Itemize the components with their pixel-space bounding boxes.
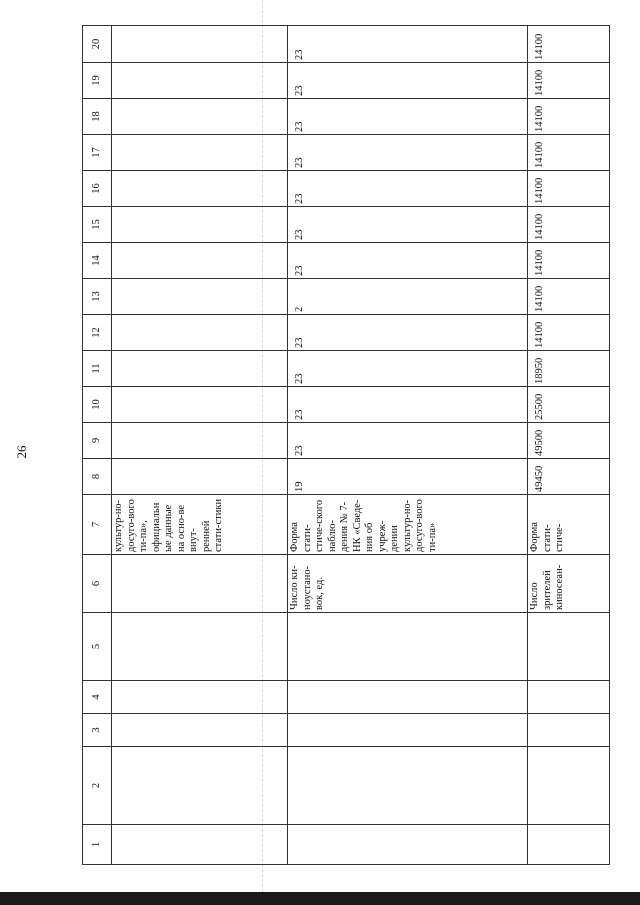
value-cell: 14100 [528,207,610,243]
value-cell: 2 [288,279,528,315]
table-row [288,26,528,865]
value-cell [112,243,288,279]
value-cell: 14100 [528,63,610,99]
header-cell: 13 [83,279,112,315]
table-cell [288,714,528,747]
table-cell [112,825,288,865]
indicator-cell: Число зрителей киносеан- [528,555,610,613]
value-cell: 23 [288,387,528,423]
header-cell: 1 [83,825,112,865]
value-cell: 14100 [528,279,610,315]
header-cell: 15 [83,207,112,243]
header-cell: 2 [83,747,112,825]
value-cell: 23 [288,171,528,207]
value-cell [112,63,288,99]
value-cell: 14100 [528,243,610,279]
value-cell: 23 [288,135,528,171]
value-cell: 25500 [528,387,610,423]
header-cell: 8 [83,459,112,495]
value-cell: 14100 [528,99,610,135]
table-cell [112,714,288,747]
source-cell: Форма стати-стиче-ского наблю-дения № 7-НК «Сведе-ния об учреж-дении культур-но-досуго-вого ти-па» [288,495,528,555]
header-cell: 14 [83,243,112,279]
value-cell: 23 [288,99,528,135]
header-cell: 3 [83,714,112,747]
table-row [112,26,288,865]
value-cell: 23 [288,26,528,63]
header-cell: 12 [83,315,112,351]
table-cell [112,681,288,714]
value-cell [112,351,288,387]
indicator-table [82,25,610,865]
value-cell: 14100 [528,171,610,207]
table-cell [288,681,528,714]
value-cell: 49450 [528,459,610,495]
value-cell [112,99,288,135]
indicator-cell: Число ки-ноустано-вок, ед. [288,555,528,613]
table-cell [528,825,610,865]
table-cell [528,747,610,825]
value-cell: 49500 [528,423,610,459]
header-cell: 6 [83,555,112,613]
header-cell: 16 [83,171,112,207]
value-cell [112,135,288,171]
header-cell: 4 [83,681,112,714]
value-cell: 23 [288,207,528,243]
table-cell [288,747,528,825]
rotated-table-wrapper [82,33,587,865]
value-cell [112,315,288,351]
header-cell: 17 [83,135,112,171]
header-row [83,26,112,865]
value-cell [112,26,288,63]
value-cell: 19 [288,459,528,495]
value-cell [112,171,288,207]
indicator-cell [112,555,288,613]
source-cell: Форма стати-стиче- [528,495,610,555]
header-cell: 18 [83,99,112,135]
table-cell [528,681,610,714]
value-cell: 14100 [528,315,610,351]
table-cell [112,613,288,681]
value-cell: 23 [288,243,528,279]
value-cell: 18950 [528,351,610,387]
value-cell: 23 [288,315,528,351]
value-cell: 23 [288,63,528,99]
table-cell [528,613,610,681]
table-cell [528,714,610,747]
header-cell: 5 [83,613,112,681]
value-cell [112,207,288,243]
table-row [528,26,610,865]
scan-bottom-edge [0,892,640,905]
value-cell: 14100 [528,26,610,63]
value-cell [112,387,288,423]
value-cell [112,459,288,495]
table-cell [288,613,528,681]
header-cell: 11 [83,351,112,387]
value-cell [112,279,288,315]
header-cell: 19 [83,63,112,99]
header-cell: 10 [83,387,112,423]
header-cell: 9 [83,423,112,459]
value-cell: 23 [288,423,528,459]
table-cell [112,747,288,825]
table-cell [288,825,528,865]
source-cell: культур-но-досуго-вого ти-па», официальные данные на осно-ве внут-ренней стати-стики [112,495,288,555]
value-cell: 23 [288,351,528,387]
value-cell: 14100 [528,135,610,171]
header-cell: 20 [83,26,112,63]
header-cell: 7 [83,495,112,555]
value-cell [112,423,288,459]
page-number: 26 [14,445,29,459]
